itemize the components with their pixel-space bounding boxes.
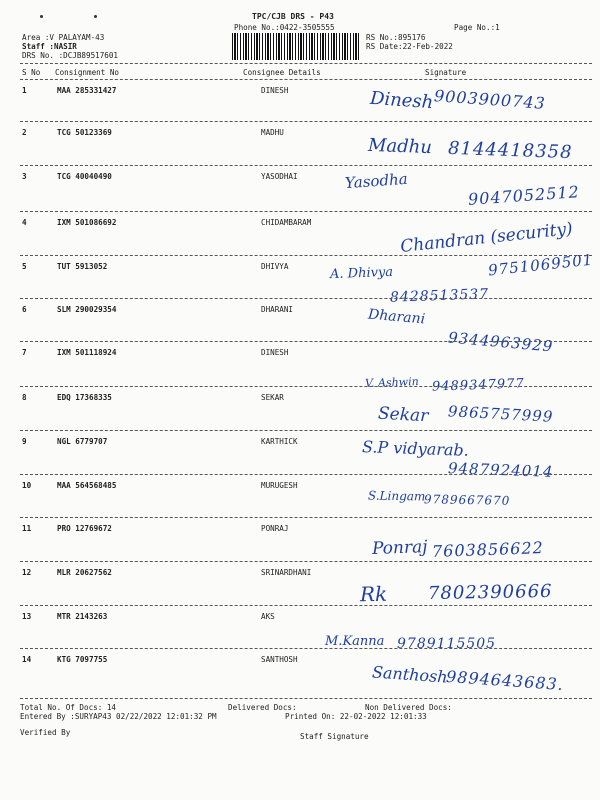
consignment-number: MTR 2143263 bbox=[57, 612, 108, 621]
handwritten-phone: 9751069501 bbox=[487, 250, 595, 280]
punch-mark bbox=[40, 15, 43, 18]
row-sno: 8 bbox=[22, 393, 27, 402]
row-sno: 14 bbox=[22, 655, 32, 664]
handwritten-phone: 8144418358 bbox=[447, 137, 573, 164]
handwritten-phone: 9487924014 bbox=[447, 459, 554, 481]
row-divider bbox=[20, 341, 592, 342]
entered-by: Entered By :SURYAP43 02/22/2022 12:01:32 PM bbox=[20, 712, 217, 721]
handwritten-phone: 9344963929 bbox=[447, 328, 555, 356]
divider bbox=[20, 63, 592, 64]
divider bbox=[20, 79, 592, 80]
handwritten-phone: 9789115505 bbox=[397, 636, 497, 652]
handwritten-phone: 7603856622 bbox=[431, 538, 545, 561]
handwritten-signature: Chandran (security) bbox=[399, 219, 574, 257]
consignment-number: NGL 6779707 bbox=[57, 437, 108, 446]
row-divider bbox=[20, 386, 592, 387]
consignee-name: KARTHICK bbox=[261, 437, 298, 446]
consignment-number: TCG 50123369 bbox=[57, 128, 112, 137]
handwritten-signature: S.Lingam bbox=[367, 488, 426, 504]
row-divider bbox=[20, 648, 592, 649]
consignee-name: SANTHOSH bbox=[261, 655, 298, 664]
total-docs: Total No. Of Docs: 14 bbox=[20, 703, 117, 712]
row-sno: 10 bbox=[22, 481, 32, 490]
drs-number: DRS No. :DCJB89517601 bbox=[22, 51, 119, 60]
consignment-number: TCG 40040490 bbox=[57, 172, 112, 181]
consignee-name: SRINARDHANI bbox=[261, 568, 312, 577]
col-sno: S No bbox=[22, 68, 41, 77]
printed-on: Printed On: 22-02-2022 12:01:33 bbox=[285, 712, 427, 721]
row-sno: 5 bbox=[22, 262, 27, 271]
row-sno: 1 bbox=[22, 86, 27, 95]
consignment-number: KTG 7097755 bbox=[57, 655, 108, 664]
divider bbox=[20, 698, 592, 699]
row-divider bbox=[20, 605, 592, 606]
handwritten-signature: Madhu bbox=[367, 134, 433, 159]
rs-number: RS No.:895176 bbox=[366, 33, 426, 42]
col-consignment: Consignment No bbox=[55, 68, 120, 77]
consignee-name: DINESH bbox=[261, 348, 289, 357]
handwritten-phone: 9489347977 bbox=[431, 376, 525, 395]
row-sno: 7 bbox=[22, 348, 27, 357]
handwritten-phone: 9865757999 bbox=[447, 402, 554, 426]
handwritten-signature: Ponraj bbox=[371, 537, 428, 559]
handwritten-signature: Rk bbox=[359, 581, 388, 607]
consignment-number: MAA 564568485 bbox=[57, 481, 117, 490]
handwritten-signature: A. Dhivya bbox=[329, 264, 394, 283]
consignment-number: MAA 285331427 bbox=[57, 86, 117, 95]
handwritten-signature: Santhosh bbox=[371, 662, 449, 687]
consignee-name: DHIVYA bbox=[261, 262, 289, 271]
row-sno: 11 bbox=[22, 524, 32, 533]
row-sno: 9 bbox=[22, 437, 27, 446]
row-divider bbox=[20, 430, 592, 431]
handwritten-signature: S.P vidyarab. bbox=[361, 437, 470, 460]
row-sno: 12 bbox=[22, 568, 32, 577]
row-sno: 2 bbox=[22, 128, 27, 137]
consignee-name: MADHU bbox=[261, 128, 284, 137]
row-divider bbox=[20, 517, 592, 518]
consignment-number: PRO 12769672 bbox=[57, 524, 112, 533]
handwritten-phone: 9003900743 bbox=[433, 86, 547, 113]
rs-date: RS Date:22-Feb-2022 bbox=[366, 42, 453, 51]
handwritten-phone: 8428513537 bbox=[389, 286, 490, 306]
row-divider bbox=[20, 211, 592, 212]
consignee-name: AKS bbox=[261, 612, 275, 621]
col-consignee: Consignee Details bbox=[243, 68, 321, 77]
consignment-number: EDQ 17368335 bbox=[57, 393, 112, 402]
row-sno: 6 bbox=[22, 305, 27, 314]
consignment-number: IXM 501118924 bbox=[57, 348, 117, 357]
consignee-name: SEKAR bbox=[261, 393, 284, 402]
row-divider bbox=[20, 255, 592, 256]
col-signature: Signature bbox=[425, 68, 467, 77]
row-divider bbox=[20, 165, 592, 166]
row-sno: 13 bbox=[22, 612, 32, 621]
handwritten-phone: 9789667670 bbox=[423, 492, 511, 508]
consignee-name: DHARANI bbox=[261, 305, 294, 314]
handwritten-signature: M.Kanna bbox=[325, 634, 385, 649]
consignment-number: MLR 20627562 bbox=[57, 568, 112, 577]
consignee-name: YASODHAI bbox=[261, 172, 298, 181]
row-divider bbox=[20, 474, 592, 475]
handwritten-signature: Sekar bbox=[377, 403, 429, 427]
consignment-number: TUT 5913052 bbox=[57, 262, 108, 271]
consignee-name: MURUGESH bbox=[261, 481, 298, 490]
handwritten-phone: 7802390666 bbox=[427, 580, 553, 605]
area-label: Area :V PALAYAM-43 bbox=[22, 33, 105, 42]
handwritten-phone: 9894643683. bbox=[445, 666, 565, 695]
barcode bbox=[232, 33, 360, 60]
consignee-name: CHIDAMBARAM bbox=[261, 218, 312, 227]
row-divider bbox=[20, 121, 592, 122]
consignment-number: IXM 501086692 bbox=[57, 218, 117, 227]
staff-signature: Staff Signature bbox=[300, 732, 369, 741]
handwritten-phone: 9047052512 bbox=[467, 182, 581, 209]
row-sno: 3 bbox=[22, 172, 27, 181]
row-divider bbox=[20, 561, 592, 562]
row-divider bbox=[20, 298, 592, 299]
non-delivered-docs: Non Delivered Docs: bbox=[365, 703, 452, 712]
document-title: TPC/CJB DRS - P43 bbox=[252, 12, 334, 21]
row-sno: 4 bbox=[22, 218, 27, 227]
staff-label: Staff :NASIR bbox=[22, 42, 77, 51]
handwritten-signature: Dinesh bbox=[369, 87, 434, 114]
handwritten-signature: Dharani bbox=[367, 306, 426, 328]
handwritten-signature: V. Ashwin bbox=[364, 375, 419, 390]
verified-by: Verified By bbox=[20, 728, 71, 737]
punch-mark bbox=[94, 15, 97, 18]
phone-number: Phone No.:0422-3505555 bbox=[234, 23, 335, 32]
handwritten-signature: Yasodha bbox=[344, 169, 409, 193]
page-number: Page No.:1 bbox=[454, 23, 500, 32]
consignee-name: PONRAJ bbox=[261, 524, 289, 533]
delivered-docs: Delivered Docs: bbox=[228, 703, 297, 712]
consignee-name: DINESH bbox=[261, 86, 289, 95]
consignment-number: SLM 290029354 bbox=[57, 305, 117, 314]
